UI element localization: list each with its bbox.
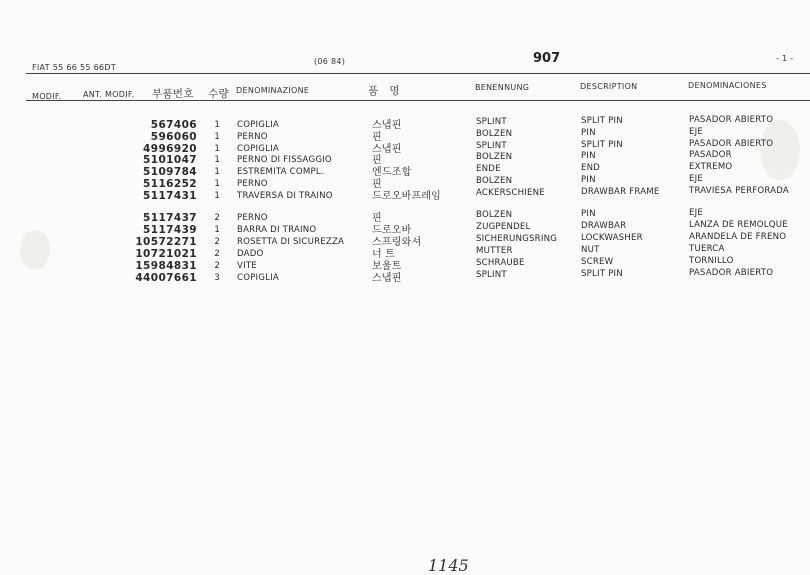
handwritten-note: 1145 <box>428 556 469 575</box>
italian-name: COPIGLIA <box>237 120 279 130</box>
part-number: 10572271 <box>135 236 197 248</box>
quantity: 2 <box>214 261 220 271</box>
quantity: 1 <box>214 155 220 165</box>
korean-name: 핀 <box>372 132 382 143</box>
english-name: SCREW <box>581 257 614 267</box>
spanish-name: EXTREMO <box>689 162 733 172</box>
sheet-number: - 1 - <box>776 54 794 63</box>
italian-name: ROSETTA DI SICUREZZA <box>237 237 345 247</box>
english-name: DRAWBAR <box>581 221 627 231</box>
spanish-name: EJE <box>689 208 703 218</box>
korean-name: 핀 <box>372 155 382 166</box>
korean-name: 스프링와셔 <box>372 237 422 248</box>
spanish-name: EJE <box>689 127 703 137</box>
german-name: SCHRAUBE <box>476 258 525 268</box>
quantity: 1 <box>214 132 220 142</box>
korean-name: 핀 <box>372 213 382 224</box>
quantity: 1 <box>214 120 220 130</box>
column-korean-name: 품 명 <box>368 85 400 97</box>
korean-name: 엔드조합 <box>372 167 412 178</box>
italian-name: DADO <box>237 249 264 259</box>
spanish-name: PASADOR <box>689 150 732 160</box>
quantity: 1 <box>214 179 220 189</box>
german-name: BOLZEN <box>476 210 513 220</box>
english-name: SPLIT PIN <box>581 116 623 126</box>
table-row <box>0 186 810 202</box>
korean-name: 핀 <box>372 179 382 190</box>
part-number: 5101047 <box>143 154 197 166</box>
column-benennung: BENENNUNG <box>475 83 530 92</box>
italian-name: COPIGLIA <box>237 273 279 283</box>
german-name: BOLZEN <box>476 176 513 186</box>
italian-name: VITE <box>237 261 257 271</box>
model-title: FIAT 55 66 55 66DT <box>32 63 117 72</box>
english-name: DRAWBAR FRAME <box>581 187 660 197</box>
spanish-name: PASADOR ABIERTO <box>689 268 774 278</box>
part-number: 15984831 <box>135 260 197 272</box>
part-number: 5117437 <box>143 212 197 224</box>
header-rule-top <box>26 73 810 74</box>
italian-name: ESTREMITA COMPL. <box>237 167 324 177</box>
italian-name: PERNO <box>237 213 268 223</box>
spanish-name: LANZA DE REMOLQUE <box>689 220 788 230</box>
part-number: 567406 <box>150 119 197 131</box>
german-name: BOLZEN <box>476 129 513 139</box>
table-row <box>0 268 810 284</box>
english-name: PIN <box>581 175 596 185</box>
italian-name: COPIGLIA <box>237 144 279 154</box>
spanish-name: PASADOR ABIERTO <box>689 139 774 149</box>
column-modif: MODIF. <box>32 92 62 101</box>
korean-name: 드로오바 <box>372 225 412 236</box>
german-name: SPLINT <box>476 117 507 127</box>
italian-name: PERNO <box>237 132 268 142</box>
english-name: LOCKWASHER <box>581 233 643 243</box>
german-name: SICHERUNGSRING <box>476 234 558 244</box>
quantity: 1 <box>214 167 220 177</box>
german-name: BOLZEN <box>476 152 513 162</box>
english-name: PIN <box>581 209 596 219</box>
edition-date: (06 84) <box>314 57 346 66</box>
quantity: 2 <box>214 249 220 259</box>
spanish-name: EJE <box>689 174 703 184</box>
part-number: 5117431 <box>143 190 197 202</box>
english-name: END <box>581 163 601 173</box>
part-number: 5117439 <box>143 224 197 236</box>
english-name: SPLIT PIN <box>581 269 623 279</box>
spanish-name: TORNILLO <box>689 256 734 266</box>
part-number: 4996920 <box>143 143 197 155</box>
english-name: SPLIT PIN <box>581 140 623 150</box>
italian-name: TRAVERSA DI TRAINO <box>237 191 333 201</box>
italian-name: PERNO <box>237 179 268 189</box>
english-name: NUT <box>581 245 600 255</box>
italian-name: BARRA DI TRAINO <box>237 225 317 235</box>
korean-name: 스냅핀 <box>372 120 402 131</box>
column-quantity: 수량 <box>208 88 229 100</box>
korean-name: 스냅핀 <box>372 273 402 284</box>
korean-name: 스냅핀 <box>372 144 402 155</box>
column-part-number: 부품번호 <box>152 88 194 100</box>
column-ant-modif: ANT. MODIF. <box>83 90 135 99</box>
part-number: 5116252 <box>143 178 197 190</box>
spanish-name: TRAVIESA PERFORADA <box>689 186 790 196</box>
german-name: ACKERSCHIENE <box>476 188 545 198</box>
quantity: 3 <box>214 273 220 283</box>
quantity: 2 <box>214 237 220 247</box>
german-name: MUTTER <box>476 246 513 256</box>
german-name: SPLINT <box>476 270 507 280</box>
quantity: 1 <box>214 225 220 235</box>
column-description: DESCRIPTION <box>580 82 638 91</box>
english-name: PIN <box>581 151 596 161</box>
german-name: SPLINT <box>476 141 507 151</box>
german-name: ENDE <box>476 164 501 174</box>
italian-name: PERNO DI FISSAGGIO <box>237 155 332 165</box>
english-name: PIN <box>581 128 596 138</box>
quantity: 1 <box>214 144 220 154</box>
column-denominazione: DENOMINAZIONE <box>236 86 310 95</box>
part-number: 10721021 <box>135 248 197 260</box>
korean-name: 너 트 <box>372 249 396 260</box>
part-number: 44007661 <box>135 272 197 284</box>
part-number: 596060 <box>150 131 197 143</box>
header-rule-bottom <box>26 100 810 101</box>
part-number: 5109784 <box>143 166 197 178</box>
quantity: 1 <box>214 191 220 201</box>
german-name: ZUGPENDEL <box>476 222 531 232</box>
quantity: 2 <box>214 213 220 223</box>
korean-name: 보울트 <box>372 261 402 272</box>
korean-name: 드로오바프레임 <box>372 191 442 202</box>
spanish-name: ARANDELA DE FRENO <box>689 232 787 242</box>
spanish-name: TUERCA <box>689 244 725 254</box>
page-number: 907 <box>533 51 561 66</box>
spanish-name: PASADOR ABIERTO <box>689 115 774 125</box>
column-denominaciones: DENOMINACIONES <box>688 81 767 90</box>
